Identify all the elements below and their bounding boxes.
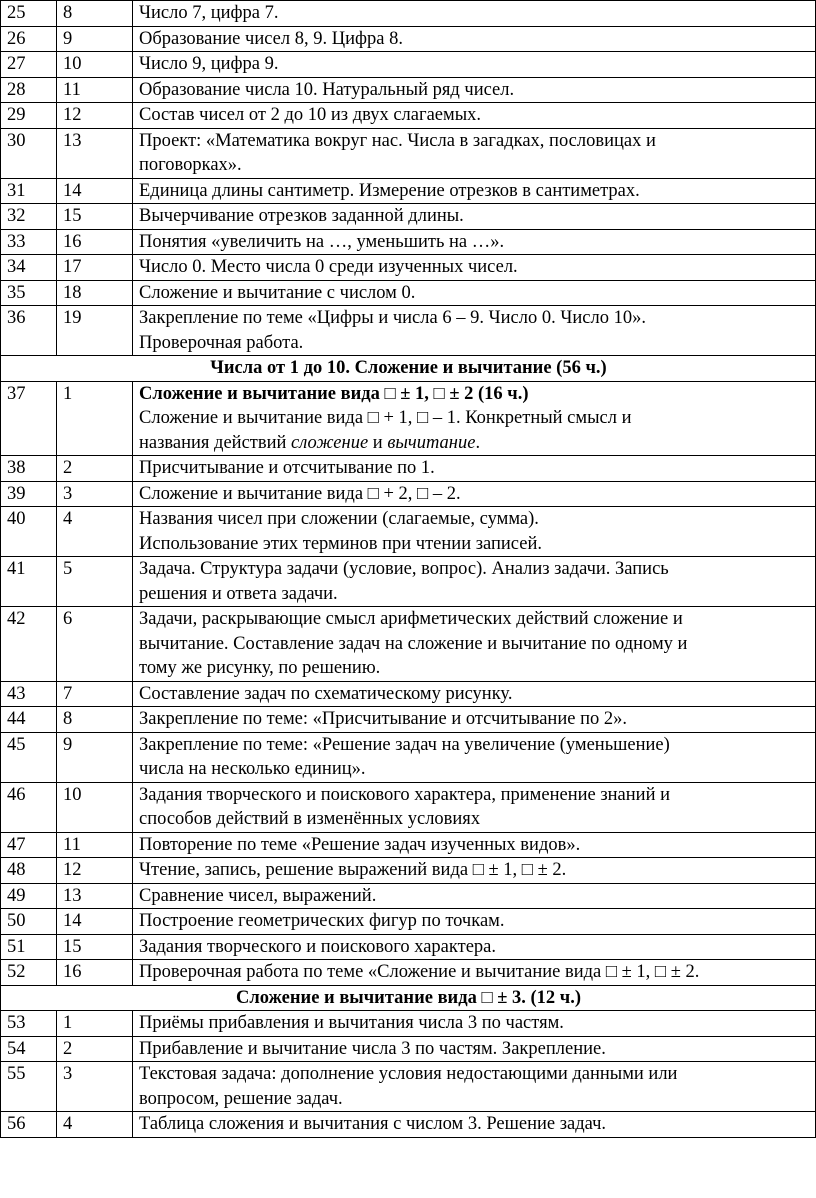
lesson-topic-cell bbox=[133, 255, 816, 281]
topic-lesson-number-cell: 9 bbox=[57, 26, 133, 52]
lesson-number-cell: 56 bbox=[1, 1112, 57, 1138]
lesson-number-cell: 49 bbox=[1, 883, 57, 909]
topic-text-line: Проверочная работа. bbox=[139, 332, 304, 353]
lesson-topic-cell bbox=[133, 934, 816, 960]
lesson-row bbox=[1, 1036, 816, 1062]
topic-lesson-number-cell: 4 bbox=[57, 507, 133, 557]
topic-lesson-number-cell: 15 bbox=[57, 934, 133, 960]
topic-text-line: Чтение, запись, решение выражений вида □ ± 1, □ ± 2. bbox=[139, 860, 567, 880]
topic-lesson-number-cell: 1 bbox=[57, 381, 133, 456]
lesson-row bbox=[1, 178, 816, 204]
lesson-row bbox=[1, 934, 816, 960]
topic-text-line: способов действий в изменённых условиях bbox=[139, 809, 481, 829]
lesson-row bbox=[1, 607, 816, 682]
lesson-topic-cell bbox=[133, 507, 816, 557]
topic-lesson-number-cell: 17 bbox=[57, 255, 133, 281]
lesson-topic-cell bbox=[133, 52, 816, 78]
lesson-number-cell: 38 bbox=[1, 456, 57, 482]
lesson-topic-cell bbox=[133, 960, 816, 986]
italic-term: вычитание bbox=[387, 432, 476, 453]
lesson-number-cell: 35 bbox=[1, 280, 57, 306]
lesson-number-cell: 42 bbox=[1, 607, 57, 682]
topic-text-line: Проект: «Математика вокруг нас. Числа в загадках, пословицах и bbox=[139, 130, 656, 151]
lesson-topic-cell bbox=[133, 858, 816, 884]
lesson-number-cell: 48 bbox=[1, 858, 57, 884]
topic-text-line: тому же рисунку, по решению. bbox=[139, 658, 381, 678]
lesson-number-cell: 33 bbox=[1, 229, 57, 255]
lesson-number-cell: 55 bbox=[1, 1062, 57, 1112]
section-title: Числа от 1 до 10. Сложение и вычитание (56 ч.) bbox=[1, 356, 816, 382]
topic-lesson-number-cell: 19 bbox=[57, 306, 133, 356]
topic-text-line: Задания творческого и поискового характера, применение знаний и bbox=[139, 784, 670, 805]
lesson-row bbox=[1, 128, 816, 178]
lesson-topic-cell bbox=[133, 103, 816, 129]
lesson-row bbox=[1, 255, 816, 281]
lesson-topic-cell bbox=[133, 707, 816, 733]
topic-lesson-number-cell: 10 bbox=[57, 782, 133, 832]
topic-lesson-number-cell: 1 bbox=[57, 1011, 133, 1037]
topic-text-line bbox=[139, 431, 810, 456]
topic-lesson-number-cell: 8 bbox=[57, 1, 133, 27]
lesson-row bbox=[1, 26, 816, 52]
lesson-number-cell: 34 bbox=[1, 255, 57, 281]
lesson-row bbox=[1, 909, 816, 935]
lesson-row bbox=[1, 1112, 816, 1138]
topic-text-line: Задания творческого и поискового характера. bbox=[139, 936, 497, 957]
topic-lesson-number-cell: 16 bbox=[57, 960, 133, 986]
topic-lesson-number-cell: 3 bbox=[57, 1062, 133, 1112]
lesson-topic-cell bbox=[133, 832, 816, 858]
lesson-row bbox=[1, 732, 816, 782]
lesson-number-cell: 37 bbox=[1, 381, 57, 456]
lesson-number-cell: 39 bbox=[1, 481, 57, 507]
lesson-topic-cell bbox=[133, 1062, 816, 1112]
topic-text-line: Единица длины сантиметр. Измерение отрезков в сантиметрах. bbox=[139, 180, 640, 201]
lesson-number-cell: 25 bbox=[1, 1, 57, 27]
topic-lesson-number-cell: 16 bbox=[57, 229, 133, 255]
lesson-topic-cell bbox=[133, 732, 816, 782]
lesson-number-cell: 54 bbox=[1, 1036, 57, 1062]
lesson-row bbox=[1, 1011, 816, 1037]
lesson-number-cell: 28 bbox=[1, 77, 57, 103]
lesson-row bbox=[1, 1062, 816, 1112]
lesson-row bbox=[1, 204, 816, 230]
lesson-number-cell: 40 bbox=[1, 507, 57, 557]
topic-lesson-number-cell: 14 bbox=[57, 909, 133, 935]
lesson-row bbox=[1, 280, 816, 306]
topic-text-line: Построение геометрических фигур по точкам. bbox=[139, 911, 505, 931]
lesson-row bbox=[1, 306, 816, 356]
topic-lesson-number-cell: 18 bbox=[57, 280, 133, 306]
lesson-row bbox=[1, 782, 816, 832]
topic-lesson-number-cell: 12 bbox=[57, 103, 133, 129]
topic-text-line: поговорках». bbox=[139, 155, 242, 175]
topic-text-line: Понятия «увеличить на …, уменьшить на …». bbox=[139, 231, 505, 252]
lesson-topic-cell bbox=[133, 204, 816, 230]
text-fragment: . bbox=[475, 432, 481, 453]
topic-text-line: Закрепление по теме «Цифры и числа 6 – 9. Число 0. Число 10». bbox=[139, 308, 646, 328]
text-fragment: и bbox=[368, 432, 388, 453]
lesson-topic-cell bbox=[133, 557, 816, 607]
lesson-number-cell: 52 bbox=[1, 960, 57, 986]
subsection-title: Сложение и вычитание вида □ ± 1, □ ± 2 (16 ч.) bbox=[139, 383, 529, 404]
lesson-row bbox=[1, 52, 816, 78]
lesson-row bbox=[1, 1, 816, 27]
lesson-number-cell: 36 bbox=[1, 306, 57, 356]
lesson-number-cell: 31 bbox=[1, 178, 57, 204]
topic-text-line: Состав чисел от 2 до 10 из двух слагаемых. bbox=[139, 105, 482, 125]
lesson-number-cell: 29 bbox=[1, 103, 57, 129]
topic-text-line: Текстовая задача: дополнение условия недостающими данными или bbox=[139, 1064, 678, 1084]
topic-lesson-number-cell: 11 bbox=[57, 832, 133, 858]
lesson-topic-cell bbox=[133, 1011, 816, 1037]
topic-text-line: Закрепление по теме: «Решение задач на увеличение (уменьшение) bbox=[139, 734, 670, 755]
lesson-topic-cell bbox=[133, 280, 816, 306]
section-title: Сложение и вычитание вида □ ± 3. (12 ч.) bbox=[1, 985, 816, 1011]
topic-text-line: Повторение по теме «Решение задач изученных видов». bbox=[139, 834, 581, 855]
topic-lesson-number-cell: 2 bbox=[57, 1036, 133, 1062]
topic-lesson-number-cell: 9 bbox=[57, 732, 133, 782]
topic-lesson-number-cell: 13 bbox=[57, 883, 133, 909]
lesson-row bbox=[1, 507, 816, 557]
topic-text-line: числа на несколько единиц». bbox=[139, 759, 366, 779]
lesson-row bbox=[1, 229, 816, 255]
topic-text-line: Задачи, раскрывающие смысл арифметических действий сложение и bbox=[139, 609, 683, 629]
lesson-number-cell: 32 bbox=[1, 204, 57, 230]
lesson-number-cell: 51 bbox=[1, 934, 57, 960]
topic-lesson-number-cell: 12 bbox=[57, 858, 133, 884]
lesson-row bbox=[1, 707, 816, 733]
topic-text-line: Сложение и вычитание вида □ + 2, □ – 2. bbox=[139, 483, 461, 504]
lesson-topic-cell bbox=[133, 1112, 816, 1138]
lesson-topic-cell bbox=[133, 1, 816, 27]
lesson-number-cell: 45 bbox=[1, 732, 57, 782]
lesson-topic-cell bbox=[133, 456, 816, 482]
topic-lesson-number-cell: 10 bbox=[57, 52, 133, 78]
topic-lesson-number-cell: 13 bbox=[57, 128, 133, 178]
topic-text-line: Число 0. Место числа 0 среди изученных чисел. bbox=[139, 257, 518, 277]
lesson-number-cell: 53 bbox=[1, 1011, 57, 1037]
text-fragment: названия действий bbox=[139, 432, 292, 453]
lesson-topic-cell bbox=[133, 381, 816, 456]
lesson-topic-cell bbox=[133, 782, 816, 832]
lesson-number-cell: 26 bbox=[1, 26, 57, 52]
lesson-number-cell: 47 bbox=[1, 832, 57, 858]
topic-text-line: Образование числа 10. Натуральный ряд чисел. bbox=[139, 79, 515, 100]
topic-lesson-number-cell: 5 bbox=[57, 557, 133, 607]
topic-text-line: Составление задач по схематическому рисунку. bbox=[139, 683, 513, 704]
lesson-topic-cell bbox=[133, 1036, 816, 1062]
lesson-row bbox=[1, 456, 816, 482]
lesson-number-cell: 27 bbox=[1, 52, 57, 78]
lesson-topic-cell bbox=[133, 909, 816, 935]
italic-term: сложение bbox=[291, 432, 369, 453]
lesson-number-cell: 50 bbox=[1, 909, 57, 935]
lesson-number-cell: 41 bbox=[1, 557, 57, 607]
topic-text-line: Сравнение чисел, выражений. bbox=[139, 885, 377, 906]
topic-text-line: Закрепление по теме: «Присчитывание и отсчитывание по 2». bbox=[139, 709, 627, 729]
topic-text-line: Сложение и вычитание с числом 0. bbox=[139, 282, 416, 303]
lesson-row bbox=[1, 960, 816, 986]
lesson-topic-cell bbox=[133, 681, 816, 707]
topic-text-line: Задача. Структура задачи (условие, вопрос). Анализ задачи. Запись bbox=[139, 559, 669, 579]
lesson-row bbox=[1, 481, 816, 507]
section-header-row bbox=[1, 356, 816, 382]
lesson-row bbox=[1, 832, 816, 858]
topic-text-line: Прибавление и вычитание числа 3 по частям. Закрепление. bbox=[139, 1038, 606, 1059]
lesson-number-cell: 44 bbox=[1, 707, 57, 733]
lesson-row bbox=[1, 381, 816, 456]
topic-text-line: Таблица сложения и вычитания с числом 3. Решение задач. bbox=[139, 1114, 607, 1134]
topic-text-line: Проверочная работа по теме «Сложение и вычитание вида □ ± 1, □ ± 2. bbox=[139, 962, 700, 982]
topic-lesson-number-cell: 11 bbox=[57, 77, 133, 103]
topic-lesson-number-cell: 4 bbox=[57, 1112, 133, 1138]
lesson-topic-cell bbox=[133, 128, 816, 178]
topic-lesson-number-cell: 14 bbox=[57, 178, 133, 204]
section-header-row bbox=[1, 985, 816, 1011]
topic-lesson-number-cell: 8 bbox=[57, 707, 133, 733]
topic-lesson-number-cell: 3 bbox=[57, 481, 133, 507]
lesson-row bbox=[1, 557, 816, 607]
topic-text-line: Вычерчивание отрезков заданной длины. bbox=[139, 206, 464, 226]
lesson-row bbox=[1, 103, 816, 129]
topic-text-line: Приёмы прибавления и вычитания числа 3 по частям. bbox=[139, 1013, 564, 1033]
topic-text-line: Образование чисел 8, 9. Цифра 8. bbox=[139, 28, 403, 49]
lesson-row bbox=[1, 681, 816, 707]
topic-text-line: Использование этих терминов при чтении записей. bbox=[139, 533, 542, 554]
topic-text-line: вычитание. Составление задач на сложение и вычитание по одному и bbox=[139, 633, 688, 654]
lesson-topic-cell bbox=[133, 481, 816, 507]
lesson-topic-cell bbox=[133, 229, 816, 255]
lesson-topic-cell bbox=[133, 883, 816, 909]
lesson-number-cell: 43 bbox=[1, 681, 57, 707]
topic-text-line: решения и ответа задачи. bbox=[139, 583, 338, 604]
topic-lesson-number-cell: 15 bbox=[57, 204, 133, 230]
topic-text-line: вопросом, решение задач. bbox=[139, 1088, 343, 1109]
lesson-row bbox=[1, 858, 816, 884]
topic-text-line: Присчитывание и отсчитывание по 1. bbox=[139, 458, 435, 478]
lesson-number-cell: 46 bbox=[1, 782, 57, 832]
topic-lesson-number-cell: 6 bbox=[57, 607, 133, 682]
lesson-row bbox=[1, 77, 816, 103]
topic-text-line: Названия чисел при сложении (слагаемые, сумма). bbox=[139, 509, 539, 529]
lesson-topic-cell bbox=[133, 77, 816, 103]
lesson-plan-body bbox=[1, 1, 816, 1138]
topic-lesson-number-cell: 7 bbox=[57, 681, 133, 707]
lesson-number-cell: 30 bbox=[1, 128, 57, 178]
lesson-topic-cell bbox=[133, 607, 816, 682]
lesson-topic-cell bbox=[133, 306, 816, 356]
lesson-topic-cell bbox=[133, 26, 816, 52]
topic-text-line: Число 9, цифра 9. bbox=[139, 54, 279, 74]
topic-text-line: Число 7, цифра 7. bbox=[139, 3, 279, 23]
topic-text-line: Сложение и вычитание вида □ + 1, □ – 1. Конкретный смысл и bbox=[139, 408, 632, 428]
lesson-row bbox=[1, 883, 816, 909]
lesson-topic-cell bbox=[133, 178, 816, 204]
topic-lesson-number-cell: 2 bbox=[57, 456, 133, 482]
